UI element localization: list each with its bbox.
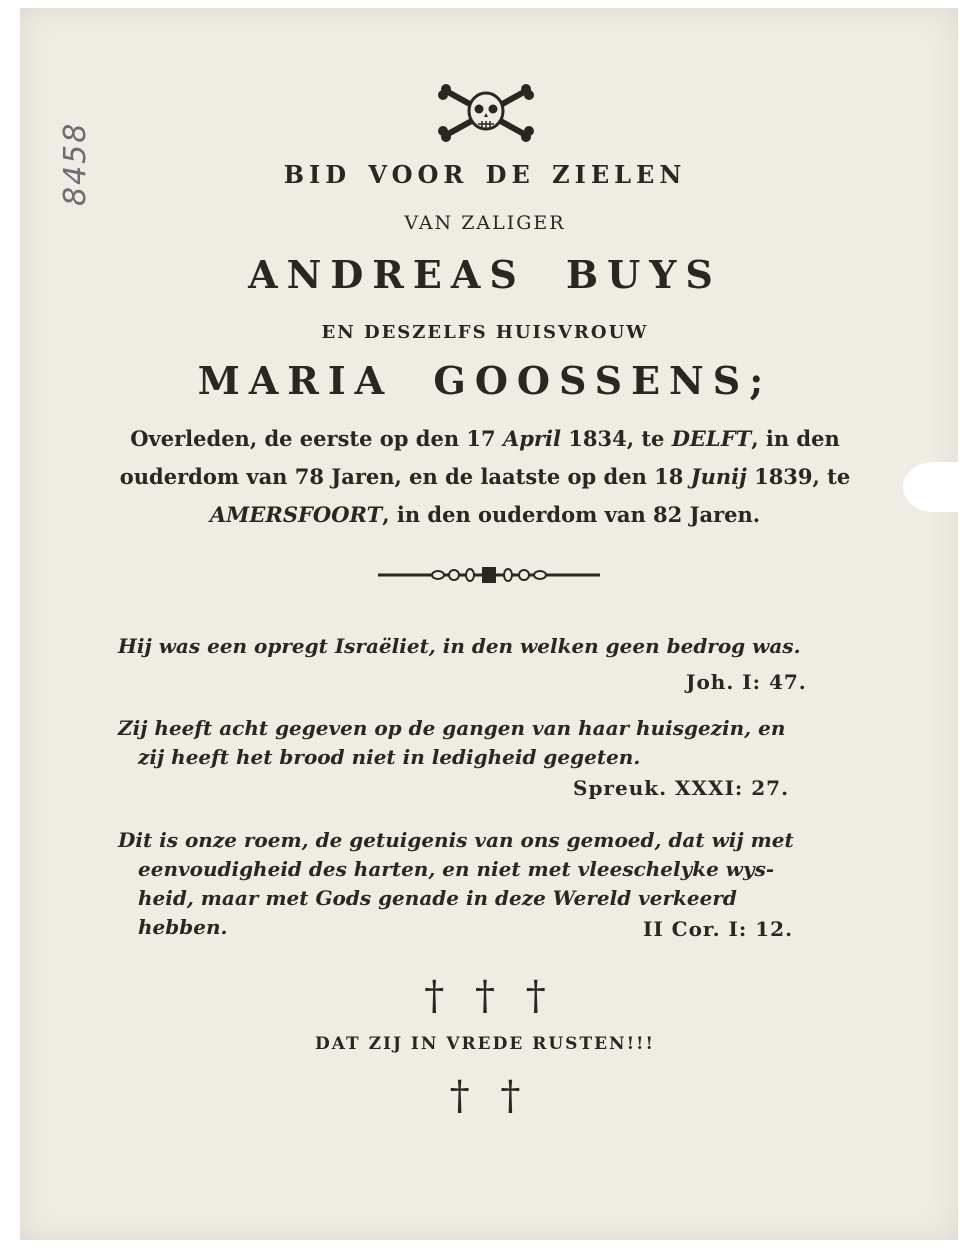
prayer-title: BID VOOR DE ZIELEN — [283, 160, 687, 189]
cross-icons-bottom: † † — [449, 1073, 521, 1119]
verse-1-reference: Joh. I: 47. — [686, 670, 807, 694]
memorial-card — [20, 8, 958, 1240]
cross-icons-top: † † † — [424, 973, 546, 1019]
city-amersfoort: AMERSFOORT — [209, 502, 383, 527]
month-april: April — [502, 426, 561, 451]
verse-3-reference: II Cor. I: 12. — [643, 917, 794, 941]
verse-2 — [118, 714, 856, 772]
verse-3-line-3: heid, maar met Gods genade in deze Wereld verkeerd — [138, 886, 737, 910]
ornamental-divider — [378, 566, 600, 584]
inventory-number: 8458 — [58, 121, 93, 206]
verse-3-line-4: hebben. — [138, 915, 228, 939]
verse-2-reference: Spreuk. XXXI: 27. — [573, 776, 790, 800]
subtitle-huisvrouw: EN DESZELFS HUISVROUW — [321, 322, 649, 343]
city-delft: DELFT — [671, 426, 752, 451]
skull-crossbones-icon — [438, 84, 534, 142]
subtitle-van-zaliger: VAN ZALIGER — [404, 212, 566, 234]
verse-3-line-2: eenvoudigheid des harten, en niet met vleeschelyke wys- — [138, 857, 775, 881]
torn-edge — [903, 462, 963, 512]
month-junij: Junij — [690, 464, 747, 489]
deceased-name-1: ANDREAS BUYS — [248, 252, 722, 297]
verse-2-line-1: Zij heeft acht gegeven op de gangen van haar huisgezin, en — [118, 716, 786, 740]
deceased-name-2: MARIA GOOSSENS; — [197, 358, 773, 403]
verse-1: Hij was een opregt Israëliet, in den welken geen bedrog was. — [118, 634, 801, 658]
closing-text: DAT ZIJ IN VREDE RUSTEN!!! — [315, 1034, 655, 1054]
verse-2-line-2: zij heeft het brood niet in ledigheid gegeten. — [138, 745, 641, 769]
verse-3-line-1: Dit is onze roem, de getuigenis van ons gemoed, dat wij met — [118, 828, 794, 852]
obituary-text: Overleden, de eerste op den 17 April 1834, te DELFT, in den ouderdom van 78 Jaren, en de laatste op den 18 Junij 1839, te AMERSFOORT, in den ouderdom van 82 Jaren. — [119, 426, 851, 527]
